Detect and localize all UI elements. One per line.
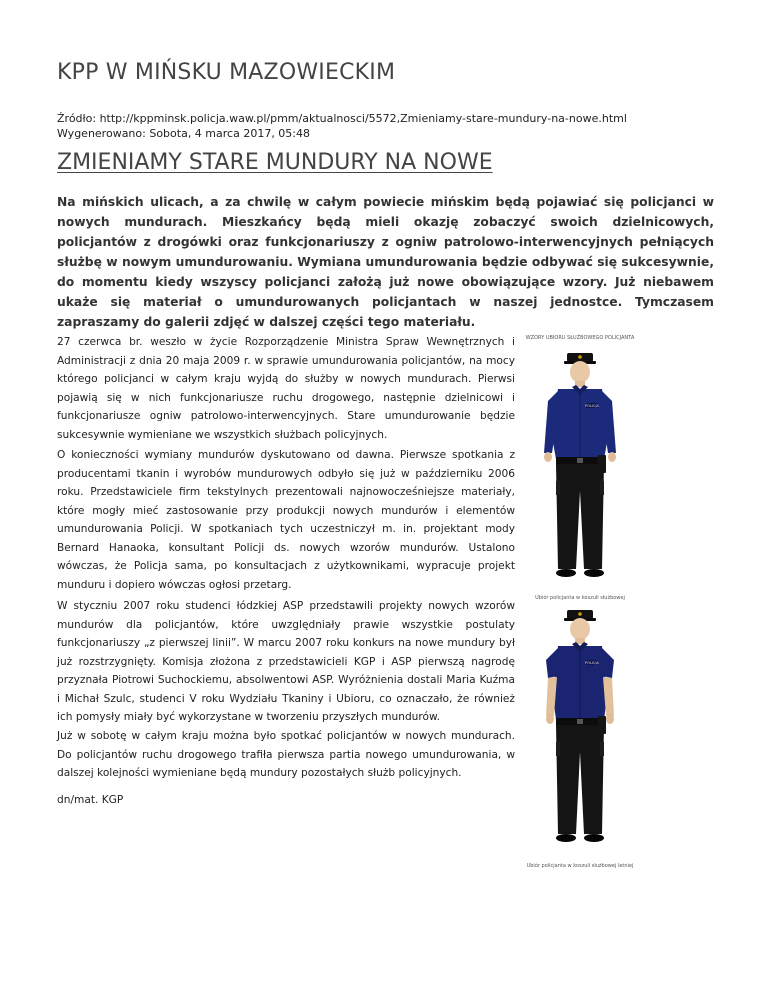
svg-text:POLICJA: POLICJA [585,661,599,665]
source-line: Źródło: http://kppminsk.policja.waw.pl/pmm/aktualnosci/5572,Zmieniamy-stare-mundury-na-nowe.html [57,112,627,125]
figure-caption: Ubiór policjanta w koszuli służbowej [535,595,625,601]
figure-caption: Ubiór policjanta w koszuli służbowej letniej [526,863,634,869]
police-officer-illustration [520,604,640,859]
article-paragraph: Już w sobotę w całym kraju można było spotkać policjantów w nowych mundurach. Do policjantów ruchu drogowego trafiła pierwsza partia nowego umundurowania, w dalszej kolejności wymieniane będą mundury pozostałych służb policyjnych. [57,730,515,779]
article-lead: Na mińskich ulicach, a za chwilę w całym powiecie mińskim będą pojawiać się policjanci w nowych mundurach. Mieszkańcy będą mieli okazję zobaczyć swoich dzielnicowych, policjantów z drogówki oraz funkcjonariuszy z ogniw patrolowo-interwencyjnych pełniących służbę w nowym umundurowaniu. Wymiana umundurowania będzie odbywać się sukcesywnie, do momentu kiedy wszyscy policjanci założą już nowe obowiązujące wzory. Już niebawem ukaże się materiał o umundurowanych policjantach w naszej jednostce. Tymczasem zapraszamy do galerii zdjęć w dalszej części tego materiału. [57,195,714,329]
document-meta [57,111,627,141]
article-title: ZMIENIAMY STARE MUNDURY NA NOWE [57,150,493,175]
head [570,618,590,640]
svg-text:POLICJA: POLICJA [585,404,599,408]
trousers [556,725,604,834]
article-paragraph: W styczniu 2007 roku studenci łódzkiej ASP przedstawili projekty nowych wzorów mundurów dla policjantów, które uwzględniały prawie wszystkie postulaty funkcjonariuszy „z pierwszej linii”. W marcu 2007 roku konkurs na nowe mundury był już rozstrzygnięty. Komisja złożona z przedstawicieli KGP i ASP pierwszą nagrodę przyznała Piotrowi Suchockiemu, absolwentowi ASP. Wyróżnienia dostali Maria Kuźma i Michał Szulc, studenci V roku Wydziału Tkaniny i Ubioru, co oznaczało, że również ich pomysły miały być wykorzystane w tworzeniu przyszłych mundurów. [57,600,515,723]
figure-header: WZORY UBIORU SŁUŻBOWEGO POLICJANTA [525,335,635,341]
shirt [546,648,558,678]
article-paragraph: 27 czerwca br. weszło w życie Rozporządzenie Ministra Spraw Wewnętrznych i Administracji z dnia 20 maja 2009 r. w sprawie umundurowania policjantów, na mocy którego policjanci w całym kraju wyjdą do służby w nowych mundurach. Pierwsi pojawią się w nich funkcjonariusze ruchu drogowego, następnie dzielnicowi i funkcjonariusze ogniw patrolowo-interwencyjnych. Stare umundurowanie będzie sukcesywnie wymieniane we wszystkich służbach policyjnych. [57,336,515,441]
site-title: KPP W MIŃSKU MAZOWIECKIM [57,60,396,85]
head [570,361,590,383]
article-author: dn/mat. KGP [57,794,124,806]
uniform-figure-short-sleeve [520,604,640,869]
trousers [556,464,604,569]
uniform-figure-long-sleeve [520,335,640,601]
police-officer-illustration [520,341,640,591]
generated-line: Wygenerowano: Sobota, 4 marca 2017, 05:48 [57,127,311,140]
article-paragraph: O konieczności wymiany mundurów dyskutowano od dawna. Pierwsze spotkania z producentami tkanin i wyrobów mundurowych odbyło się już w październiku 2006 roku. Przedstawiciele firm tekstylnych prezentowali najnowocześniejsze materiały, które mogły mieć zastosowanie przy produkcji nowych mundurów i elementów umundurowania Policji. W spotkaniach tych uczestniczył m. in. projektant mody Bernard Hanaoka, konsultant Policji ds. nowych wzorów mundurów. Ustalono wówczas, że Policja sama, po konsultacjach z użytkownikami, wypracuje projekt munduru i dopiero wówczas ogłosi przetarg. [57,449,515,591]
shirt [602,648,614,678]
